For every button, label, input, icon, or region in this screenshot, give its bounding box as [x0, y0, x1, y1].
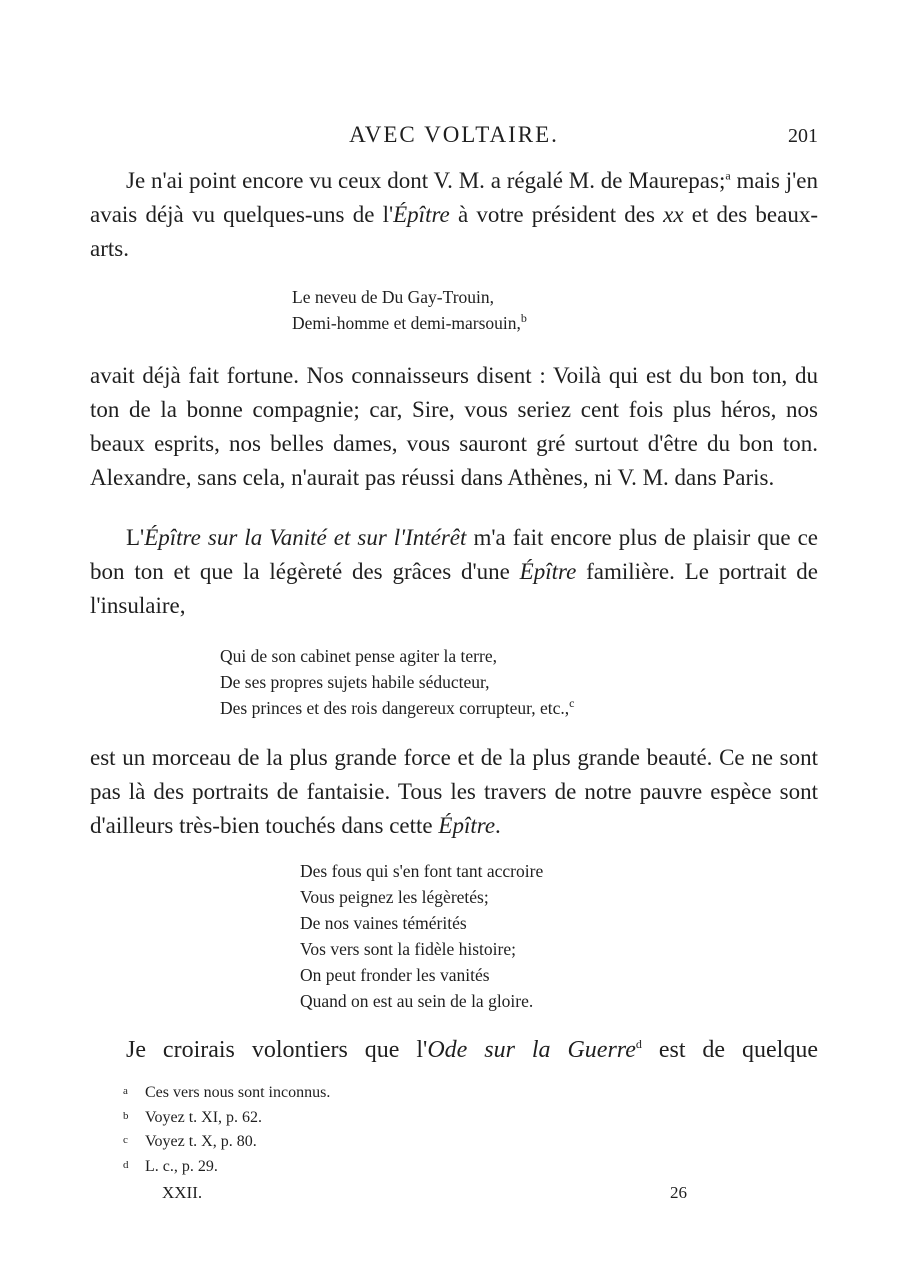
verse-block-1: [292, 284, 527, 336]
p1-text-1: Je n'ai point encore vu ceux dont V. M. a régalé M. de Maurepas;: [126, 168, 726, 193]
footnote-d-mark: d: [123, 1158, 129, 1171]
p1-italic-epitre: Épître: [393, 202, 450, 227]
p4-italic-epitre: Épître: [438, 813, 496, 838]
volume-signature: XXII.: [162, 1183, 203, 1202]
verse-block-2: [220, 643, 575, 721]
paragraph-3: [90, 521, 818, 623]
verse-block-3: [300, 858, 543, 1014]
paragraph-5: [90, 1033, 818, 1067]
verse-3-line-5: On peut fronder les vanités: [300, 965, 490, 985]
footnote-b-text: Voyez t. XI, p. 62.: [145, 1108, 263, 1126]
footnote-b: [123, 1105, 330, 1130]
p4-text-2: .: [495, 813, 501, 838]
footnote-a: [123, 1080, 330, 1105]
verse-2-line-3-text: Des princes et des rois dangereux corrupteur, etc.,: [220, 698, 570, 718]
verse-3-line-6: Quand on est au sein de la gloire.: [300, 991, 534, 1011]
footnotes: [123, 1080, 330, 1178]
footnote-ref-c: c: [569, 696, 575, 711]
footnote-ref-d: d: [635, 1037, 642, 1051]
verse-1-line-1: Le neveu de Du Gay-Trouin,: [292, 287, 495, 307]
p1-text-2: mais j'en avais déjà vu quelques-uns de l': [90, 168, 818, 227]
p1-italic-xx: xx: [663, 202, 684, 227]
p3-italic-title: Épître sur la Vanité et sur l'Intérêt: [144, 525, 467, 550]
footnote-ref-a: a: [725, 168, 731, 183]
p3-text-2: m'a fait encore plus de plaisir que ce bon ton et que la légèreté des grâces d'une: [90, 525, 818, 584]
p4-text-1: est un morceau de la plus grande force et de la plus grande beauté. Ce ne sont pas là des portraits de fantaisie. Tous les travers de notre pauvre espèce sont d'ailleurs très-bien touchés dans cette: [90, 745, 818, 838]
footnote-c: [123, 1129, 330, 1154]
p3-text-3: familière. Le portrait de l'insulaire,: [90, 559, 818, 618]
paragraph-2: avait déjà fait fortune. Nos connaisseurs disent : Voilà qui est du bon ton, du ton de la bonne compagnie; car, Sire, vous seriez cent fois plus héros, nos beaux esprits, nos belles dames, vous sauront gré surtout d'être du bon ton. Alexandre, sans cela, n'aurait pas réussi dans Athènes, ni V. M. dans Paris.: [90, 363, 818, 490]
paragraph-1: [90, 164, 818, 266]
running-head: [90, 122, 818, 150]
footnote-a-text: Ces vers nous sont inconnus.: [145, 1084, 331, 1101]
verse-1-line-2: [292, 310, 527, 336]
running-title: AVEC VOLTAIRE.: [349, 122, 559, 147]
footnote-ref-b: b: [520, 311, 527, 326]
verse-3-line-1: Des fous qui s'en font tant accroire: [300, 861, 544, 881]
p5-text-1: Je croirais volontiers que l': [126, 1037, 428, 1063]
footnote-a-mark: a: [123, 1085, 128, 1097]
verse-3-line-4: Vos vers sont la fidèle histoire;: [300, 939, 516, 959]
p1-text-4: et des beaux-arts.: [90, 202, 818, 261]
p3-text-1: L': [126, 525, 145, 550]
footnote-c-text: Voyez t. X, p. 80.: [145, 1133, 257, 1150]
verse-2-line-2: De ses propres sujets habile séducteur,: [220, 672, 490, 692]
verse-3-line-2: Vous peignez les légèretés;: [300, 887, 489, 907]
p1-text-3: à votre président des: [449, 202, 664, 227]
footnote-d: [123, 1154, 330, 1179]
verse-3-line-3: De nos vaines témérités: [300, 913, 467, 933]
p5-text-2: est de quelque: [641, 1037, 818, 1063]
verse-2-line-1: Qui de son cabinet pense agiter la terre,: [220, 646, 497, 666]
sheet-signature: 26: [670, 1183, 687, 1202]
p5-italic-ode: Ode sur la Guerre: [427, 1037, 636, 1063]
paragraph-4: [90, 741, 818, 843]
verse-2-line-3: [220, 695, 575, 721]
page-number: 201: [788, 125, 818, 147]
footnote-c-mark: c: [123, 1134, 128, 1146]
verse-1-line-2-text: Demi-homme et demi-marsouin,: [292, 313, 521, 333]
footnote-d-text: L. c., p. 29.: [145, 1157, 218, 1175]
footnote-b-mark: b: [123, 1109, 129, 1122]
p3-italic-epitre: Épître: [519, 559, 577, 584]
